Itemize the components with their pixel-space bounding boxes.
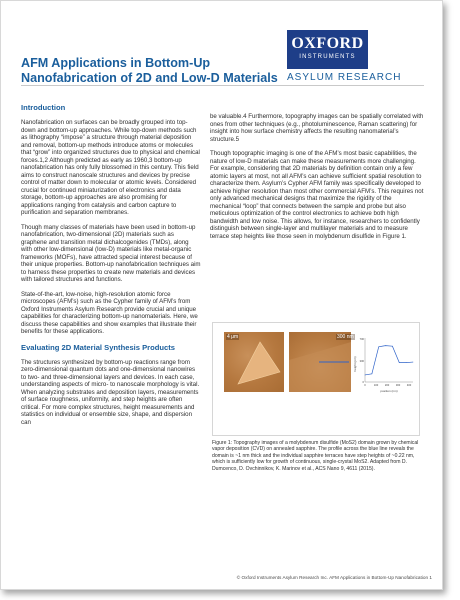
- paragraph: Though many classes of materials have been used in bottom-up nanofabrication, two-dimensional (2D) materials such as graphene and transition metal dichalcogenides (TMDs), along with other low-dimensional (low-D) materials like metal-organic frameworks (MOFs), have attracted special interest because of their unique properties. Bottom-up nanofabrication techniques aim to harness these properties to create new materials and devices with tailored structures and functions.: [21, 223, 201, 283]
- profile-point: [365, 375, 366, 376]
- logo-sub: INSTRUMENTS: [299, 54, 356, 60]
- header-divider: [21, 85, 424, 86]
- x-tick-label: 0: [364, 384, 366, 387]
- y-tick-label: 300: [359, 360, 364, 363]
- profile-marks: [365, 345, 414, 375]
- paragraph: State-of-the-art, low-noise, high-resolution atomic force microscopes (AFM’s) such as the Cypher family of AFM’s from Oxford Instruments Asylum Research provide crucial and unique capabilities for characterizing bottom-up nanomaterials. Here, we discuss these capabilities and show examples that illustrate their benefits for these applications.: [21, 290, 198, 335]
- profile-point: [385, 345, 386, 346]
- y-tick-label: 0: [362, 381, 364, 384]
- scale-label-right: 300 nm: [337, 334, 354, 340]
- y-tick-label: 700: [359, 338, 364, 341]
- x-tick-label: 100: [373, 384, 379, 387]
- page-title: [21, 56, 301, 86]
- x-tick-label: 200: [384, 384, 390, 387]
- scale-label-left: 4 μm: [227, 334, 239, 340]
- terrace-pattern: [289, 332, 351, 392]
- y-axis-label: height (pm): [353, 356, 357, 372]
- logo-word: OXFORD: [291, 35, 364, 52]
- x-axis-label: position (nm): [380, 389, 398, 393]
- afm-image-large-scan: [224, 332, 284, 392]
- intro-heading: Introduction: [21, 103, 66, 112]
- title-line-2: Nanofabrication of 2D and Low-D Materials: [21, 71, 278, 85]
- division-name: ASYLUM RESEARCH: [287, 72, 402, 83]
- left-column: [21, 103, 201, 433]
- figure-caption: Figure 1: Topography images of a molybdenum disulfide (MoS2) domain grown by chemical vapor deposition (CVD) on annealed sapphire. The profile across the blue line reveals the domain is ~1 nm thick and the individual sapphire terraces have step heights of ~0.22 nm, which is sufficiently low for growth of continuous, single-crystal MoS2. Adapted from D. Dumcenco, D. Ovchinnikov, K. Marinov et al., ACS Nano 9, 4611 (2015).: [212, 440, 419, 472]
- profile-point: [406, 362, 407, 363]
- profile-point: [413, 362, 414, 363]
- afm-image-zoom-scan: [289, 332, 351, 392]
- x-tick-label: 400: [406, 384, 412, 387]
- paragraph: The structures synthesized by bottom-up reactions range from zero-dimensional quantum dots and one-dimensional nanowires to two- and three-dimensional layers and devices. In each case, understanding aspects of micro- to nanoscale morphology is vital. When analyzing substrates and deposition layers, measurements of surface roughness, uniformity, and step heights are often critical. For more complex structures, height measurements and statistics on individual or ensemble size, shape, and dispersion can: [21, 358, 200, 426]
- profile-series-line: [365, 346, 413, 375]
- profile-point: [378, 346, 379, 347]
- paragraph: Nanofabrication on surfaces can be broadly grouped into top-down and bottom-up approaches. While top-down methods such as lithography “impose” a structure through material deposition and removal, bottom-up methods introduce atoms or molecules that “grow” into organized structures due to physical and chemical forces.1,2 Although predicted as early as 1960,3 bottom-up nanofabrication has only fully blossomed in this century. This field aims to construct nanoscale structures and devices by precise control of matter down to molecular or atomic levels. Considered crucial for continued miniaturization of electronics and data storage, bottom-up approaches are also promising for applications ranging from catalysis and carbon capture to purification and separation membranes.: [21, 119, 200, 216]
- profile-point: [372, 373, 373, 374]
- profile-point: [392, 346, 393, 347]
- paragraph: be valuable.4 Furthermore, topography images can be spatially correlated with ones from other techniques (e.g., photoluminescence, Raman scattering) for insight into how surface chemistry affects the resulting nanomaterial’s structure.5: [210, 113, 424, 143]
- paragraph: Though topographic imaging is one of the AFM’s most basic capabilities, the nature of low-D materials can make these measurements more challenging. For example, considering that 2D materials by definition contain only a few atomic layers at most, not all AFM’s can achieve sufficient spatial resolution to characterize them. Asylum’s Cypher AFM family was specifically developed to achieve higher resolution than most other commercial AFM’s. This requires not only advanced mechanical designs that maximize the rigidity of the mechanical “loop” that connects between the sample and probe but also meticulous optimization of the control electronics to achieve both high bandwidth and low noise. This allows, for instance, researchers to confidently distinguish between single-layer and multilayer materials and to measure terrace step heights like those seen in molybdenum disulfide in Figure 1.: [210, 150, 424, 240]
- height-profile-chart: [353, 334, 415, 394]
- profile-point: [399, 362, 400, 363]
- x-tick-label: 300: [395, 384, 401, 387]
- page-footer: © Oxford Instruments Asylum Research Inc. AFM Applications in Bottom-Up Nanofabrication 1: [236, 575, 432, 580]
- section-heading: Evaluating 2D Material Synthesis Products: [21, 342, 176, 352]
- title-line-1: AFM Applications in Bottom-Up: [21, 56, 211, 70]
- mos2-domain-shape: [224, 332, 284, 392]
- right-column: [210, 113, 424, 247]
